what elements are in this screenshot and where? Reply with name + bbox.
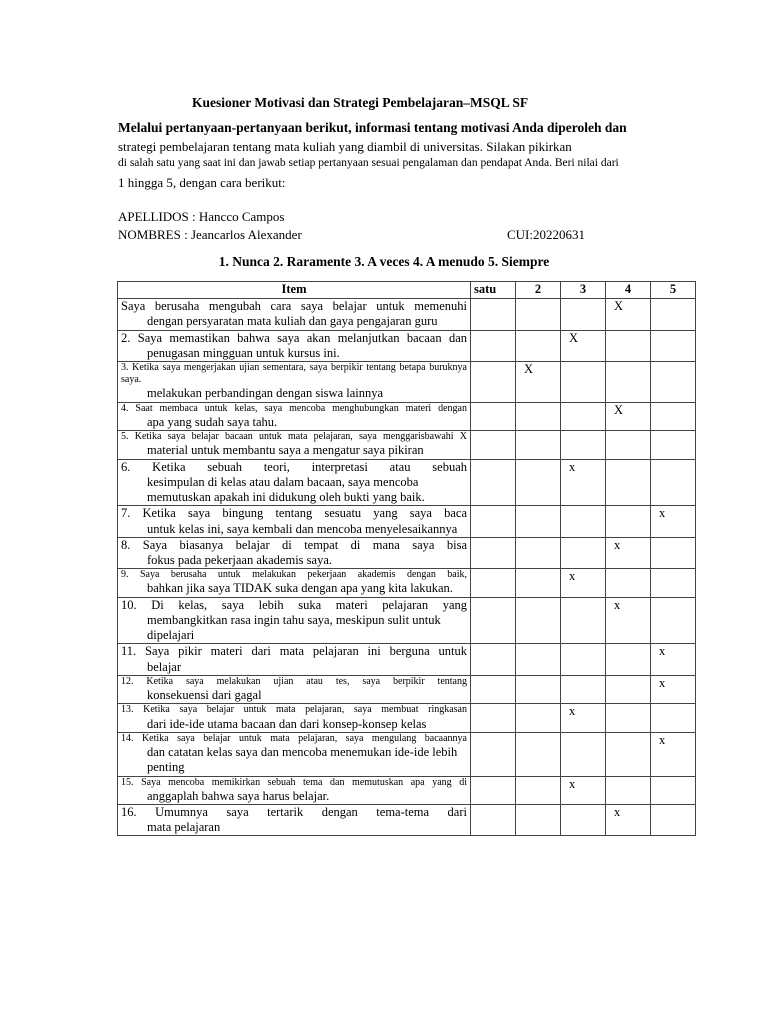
rating-mark: X [569,330,579,345]
item-first-line: 13. Ketika saya belajar untuk mata pelajaran, saya membuat ringkasan [121,704,467,716]
intro-line-1: Melalui pertanyaan-pertanyaan berikut, informasi tentang motivasi Anda diperoleh dan [118,120,627,135]
item-first-line: 6. Ketika sebuah teori, interpretasi atau sebuah [121,459,467,474]
rating-cell-5 [651,732,696,776]
rating-cell-2 [516,537,561,569]
rating-cell-1 [471,459,516,506]
rating-cell-2 [516,776,561,804]
rating-cell-5 [651,644,696,676]
item-continuation: dengan persyaratan mata kuliah dan gaya pengajaran guru [147,314,438,329]
item-text-cell [118,804,471,836]
cui-field: CUI:20220631 [507,227,585,242]
table-body [118,299,696,836]
rating-cell-1 [471,675,516,703]
rating-cell-3 [561,675,606,703]
rating-cell-3 [561,402,606,430]
header-col-1: satu [471,282,516,299]
item-first-line: 8. Saya biasanya belajar di tempat di mana saya bisa [121,537,467,552]
rating-cell-4 [606,644,651,676]
rating-cell-4 [606,362,651,403]
rating-cell-1 [471,644,516,676]
item-text-cell [118,402,471,430]
table-row [118,506,696,538]
rating-cell-5 [651,776,696,804]
rating-cell-4 [606,704,651,732]
rating-cell-5 [651,804,696,836]
rating-mark: x [569,569,576,584]
rating-cell-1 [471,431,516,459]
rating-cell-2 [516,299,561,331]
table-row [118,704,696,732]
item-continuation: dari ide-ide utama bacaan dan dari konsep-konsep kelas [147,716,427,731]
rating-cell-2 [516,362,561,403]
rating-cell-2 [516,506,561,538]
rating-cell-3 [561,776,606,804]
rating-cell-2 [516,804,561,836]
rating-cell-1 [471,330,516,362]
rating-cell-3 [561,537,606,569]
item-continuation: membangkitkan rasa ingin tahu saya, meskipun sulit untuk dipelajari [147,612,441,643]
rating-cell-1 [471,597,516,644]
rating-cell-3 [561,299,606,331]
rating-cell-5 [651,299,696,331]
item-text-cell [118,431,471,459]
item-continuation: anggaplah bahwa saya harus belajar. [147,788,330,803]
rating-cell-3 [561,569,606,597]
rating-mark: x [614,537,621,552]
item-first-line: Saya berusaha mengubah cara saya belajar untuk memenuhi [121,299,467,313]
item-continuation: mata pelajaran [147,820,221,835]
item-continuation: bahkan jika saya TIDAK suka dengan apa yang kita lakukan. [147,581,453,596]
rating-cell-1 [471,402,516,430]
item-text-cell [118,459,471,506]
rating-cell-2 [516,431,561,459]
rating-cell-3 [561,644,606,676]
rating-cell-1 [471,569,516,597]
rating-cell-3 [561,431,606,459]
item-text-cell [118,299,471,331]
rating-cell-2 [516,644,561,676]
item-first-line: 16. Umumnya saya tertarik dengan tema-tema dari [121,804,467,819]
item-continuation: apa yang sudah saya tahu. [147,414,278,429]
rating-cell-5 [651,506,696,538]
rating-cell-2 [516,732,561,776]
table-row [118,431,696,459]
rating-cell-4 [606,732,651,776]
item-first-line: 9. Saya berusaha untuk melakukan pekerjaan akademis dengan baik, [121,569,467,581]
rating-cell-3 [561,597,606,644]
rating-cell-4 [606,776,651,804]
item-continuation: konsekuensi dari gagal [147,688,262,703]
rating-cell-1 [471,804,516,836]
item-text-cell [118,675,471,703]
rating-cell-5 [651,704,696,732]
rating-cell-2 [516,675,561,703]
rating-cell-4 [606,431,651,459]
rating-mark: X [614,299,624,313]
rating-cell-5 [651,330,696,362]
rating-cell-5 [651,459,696,506]
item-text-cell [118,597,471,644]
rating-mark: x [659,644,666,659]
rating-cell-1 [471,506,516,538]
item-continuation: dan catatan kelas saya dan mencoba menemukan ide-ide lebih penting [147,745,458,775]
item-first-line: 2. Saya memastikan bahwa saya akan melanjutkan bacaan dan [121,330,467,345]
item-first-line: 5. Ketika saya belajar bacaan untuk mata pelajaran, saya menggarisbawahi X [121,431,467,443]
rating-cell-1 [471,299,516,331]
item-continuation: kesimpulan di kelas atau dalam bacaan, saya mencoba memutuskan apakah ini didukung oleh bukti yang baik. [147,474,425,504]
nombres-field: NOMBRES : Jeancarlos Alexander [118,227,302,242]
intro-line-2: strategi pembelajaran tentang mata kuliah yang diambil di universitas. Silakan pikirkan [118,139,572,154]
rating-mark: x [659,675,666,690]
item-text-cell [118,330,471,362]
table-row [118,537,696,569]
header-col-5: 5 [651,282,696,299]
rating-cell-5 [651,537,696,569]
scale-legend: 1. Nunca 2. Raramente 3. A veces 4. A menudo 5. Siempre [218,254,550,269]
rating-cell-3 [561,362,606,403]
item-first-line: 14. Ketika saya belajar untuk mata pelajaran, saya mengulang bacaannya [121,732,467,744]
apellidos-field: APELLIDOS : Hancco Campos [118,209,285,224]
rating-cell-5 [651,569,696,597]
rating-cell-5 [651,597,696,644]
rating-cell-2 [516,704,561,732]
rating-mark: x [569,704,576,719]
rating-cell-2 [516,402,561,430]
header-col-3: 3 [561,282,606,299]
item-first-line: 4. Saat membaca untuk kelas, saya mencoba menghubungkan materi dengan [121,402,467,414]
item-text-cell [118,732,471,776]
rating-cell-3 [561,732,606,776]
item-first-line: 3. Ketika saya mengerjakan ujian sementara, saya berpikir tentang betapa buruknya saya. [121,362,467,386]
item-continuation: belajar [147,659,182,674]
rating-cell-4 [606,675,651,703]
header-col-2: 2 [516,282,561,299]
rating-cell-5 [651,431,696,459]
rating-cell-4 [606,597,651,644]
rating-cell-3 [561,506,606,538]
item-text-cell [118,776,471,804]
rating-cell-4 [606,537,651,569]
rating-mark: X [614,402,624,417]
rating-cell-1 [471,776,516,804]
rating-cell-1 [471,537,516,569]
table-row [118,402,696,430]
item-text-cell [118,644,471,676]
table-row [118,732,696,776]
rating-cell-4 [606,330,651,362]
item-text-cell [118,569,471,597]
rating-mark: x [659,732,666,747]
rating-cell-1 [471,704,516,732]
item-continuation: penugasan mingguan untuk kursus ini. [147,345,340,360]
header-col-4: 4 [606,282,651,299]
rating-cell-4 [606,569,651,597]
rating-cell-4 [606,506,651,538]
intro-line-3: di salah satu yang saat ini dan jawab setiap pertanyaan sesuai pengalaman dan pendapat Anda. Beri nilai dari [118,157,619,169]
rating-cell-4 [606,299,651,331]
rating-cell-1 [471,362,516,403]
rating-mark: x [569,776,576,791]
table-row [118,330,696,362]
rating-cell-4 [606,402,651,430]
questionnaire-table [117,281,696,836]
rating-mark: x [659,506,666,521]
rating-cell-3 [561,704,606,732]
item-first-line: 7. Ketika saya bingung tentang sesuatu yang saya baca [121,506,467,521]
item-continuation: melakukan perbandingan dengan siswa lainnya [147,386,384,401]
rating-cell-5 [651,362,696,403]
item-first-line: 11. Saya pikir materi dari mata pelajaran ini berguna untuk [121,644,467,659]
item-first-line: 12. Ketika saya melakukan ujian atau tes, saya berpikir tentang [121,675,467,687]
rating-cell-2 [516,569,561,597]
table-row [118,569,696,597]
table-row [118,299,696,331]
table-row [118,804,696,836]
table-row [118,362,696,403]
document-title: Kuesioner Motivasi dan Strategi Pembelajaran–MSQL SF [192,95,529,110]
rating-mark: x [569,459,576,474]
rating-mark: x [614,597,621,612]
item-text-cell [118,537,471,569]
table-row [118,776,696,804]
rating-cell-2 [516,330,561,362]
table-header-row [118,282,696,299]
table-row [118,644,696,676]
item-continuation: untuk kelas ini, saya kembali dan mencoba menyelesaikannya [147,521,458,536]
rating-cell-3 [561,804,606,836]
item-text-cell [118,362,471,403]
rating-mark: x [614,804,621,819]
rating-cell-4 [606,459,651,506]
intro-line-4: 1 hingga 5, dengan cara berikut: [118,175,286,190]
rating-cell-3 [561,459,606,506]
rating-cell-5 [651,675,696,703]
table-row [118,675,696,703]
rating-cell-2 [516,597,561,644]
item-continuation: material untuk membantu saya a mengatur saya pikiran [147,443,424,458]
rating-cell-1 [471,732,516,776]
item-first-line: 15. Saya mencoba memikirkan sebuah tema dan memutuskan apa yang di [121,776,467,788]
item-text-cell [118,506,471,538]
item-first-line: 10. Di kelas, saya lebih suka materi pelajaran yang [121,597,467,612]
item-text-cell [118,704,471,732]
rating-cell-3 [561,330,606,362]
rating-mark: X [524,362,534,376]
rating-cell-2 [516,459,561,506]
header-item: Item [118,282,471,299]
rating-cell-5 [651,402,696,430]
rating-cell-4 [606,804,651,836]
item-continuation: fokus pada pekerjaan akademis saya. [147,553,332,567]
table-row [118,597,696,644]
table-row [118,459,696,506]
